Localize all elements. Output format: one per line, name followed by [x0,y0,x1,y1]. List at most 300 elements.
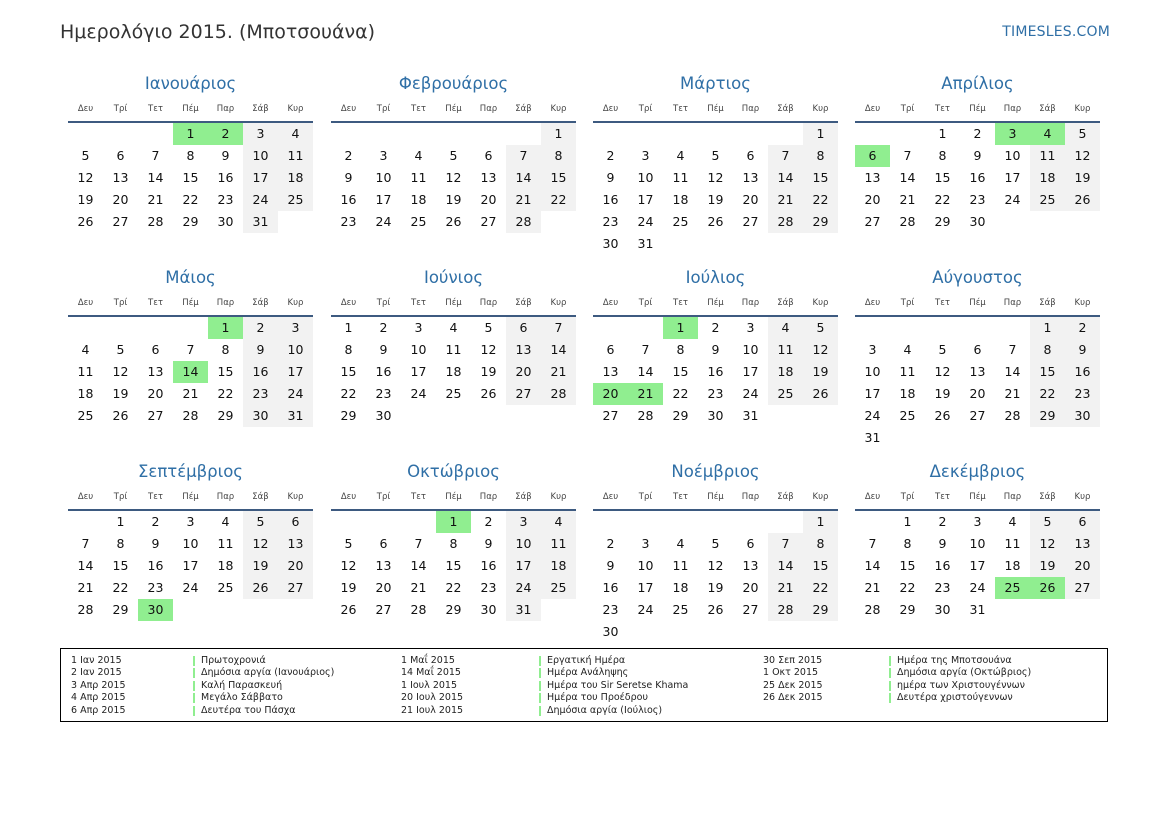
day-cell: 6 [151,342,160,357]
day-cell: 27 [864,214,881,229]
day-cell: 20 [506,361,541,383]
day-cell: 13 [864,170,881,185]
day-cell: 12 [445,170,462,185]
day-cell: 11 [445,342,462,357]
holiday-marker-icon [889,668,891,678]
day-cell: 27 [278,577,313,599]
header-rule [593,509,838,511]
day-cell: 7 [768,533,803,555]
day-cell: 20 [864,192,881,207]
day-cell: 13 [112,170,129,185]
day-cell: 8 [186,148,195,163]
day-cell: 12 [480,342,497,357]
day-cell: 30 [602,236,619,251]
day-cell: 19 [480,364,497,379]
holiday-marker-icon [539,693,541,703]
day-cell: 25 [445,386,462,401]
legend-row [401,667,731,679]
day-cell: 28 [182,408,199,423]
day-cell: 1 [344,320,353,335]
day-cell: 8 [803,145,838,167]
legend-column [763,655,1093,705]
legend-row [71,667,401,679]
weekday-label: Σάβ [252,492,269,502]
day-cell: 28 [506,211,541,233]
day-cell: 9 [606,170,615,185]
day-cell: 19 [803,361,838,383]
weekday-label: Τρί [113,298,128,308]
day-cell: 7 [868,536,877,551]
day-cell: 23 [340,214,357,229]
day-cell: 7 [641,342,650,357]
day-cell: 28 [77,602,94,617]
month-name: Φεβρουάριος [398,74,509,93]
weekday-label: Σάβ [515,298,532,308]
day-cell: 28 [864,602,881,617]
day-cell: 28 [147,214,164,229]
day-cell: 17 [375,192,392,207]
day-cell: 3 [506,511,541,533]
day-cell: 28 [768,599,803,621]
weekday-label: Δευ [340,492,357,502]
month-name: Νοέμβριος [671,462,760,481]
day-cell: 22 [217,386,234,401]
day-cell: 18 [899,386,916,401]
day-cell: 9 [938,536,947,551]
day-cell: 18 [768,361,803,383]
day-cell: 13 [602,364,619,379]
weekday-label: Παρ [1003,492,1022,502]
day-cell: 17 [506,555,541,577]
day-cell: 17 [742,364,759,379]
day-cell: 14 [768,167,803,189]
holiday-marker-icon [889,681,891,691]
day-cell: 13 [375,558,392,573]
day-cell: 9 [243,339,278,361]
day-cell: 21 [899,192,916,207]
day-cell: 24 [637,602,654,617]
day-cell: 22 [1030,383,1065,405]
day-cell: 20 [969,386,986,401]
day-cell: 23 [602,602,619,617]
day-cell: 12 [803,339,838,361]
day-cell: 15 [541,167,576,189]
day-cell: 30 [1065,405,1100,427]
day-cell: 16 [480,558,497,573]
holiday-marker-icon [193,706,195,716]
day-cell: 26 [707,214,724,229]
legend-row [71,705,401,717]
day-cell: 11 [1030,145,1065,167]
header-rule [331,121,576,123]
day-cell: 5 [1030,511,1065,533]
day-cell: 7 [186,342,195,357]
day-cell: 8 [541,145,576,167]
weekday-label: Πέμ [707,492,724,502]
day-cell: 31 [742,408,759,423]
day-cell: 14 [506,167,541,189]
weekday-label: Σάβ [777,298,794,308]
day-cell: 10 [864,364,881,379]
weekday-label: Δευ [864,298,881,308]
day-cell: 24 [182,580,199,595]
day-cell: 4 [541,511,576,533]
day-cell: 11 [217,536,234,551]
weekday-label: Κυρ [1074,104,1091,114]
day-cell: 5 [711,148,720,163]
day-cell: 30 [707,408,724,423]
holiday-day-cell: 1 [173,123,208,145]
day-cell: 10 [278,339,313,361]
weekday-label: Πέμ [707,298,724,308]
weekday-label: Κυρ [812,104,829,114]
day-cell: 19 [340,580,357,595]
day-cell: 29 [803,211,838,233]
weekday-label: Πέμ [969,104,986,114]
legend-holiday-name: Ημέρα της Μποτσουάνα [897,655,1012,666]
day-cell: 26 [340,602,357,617]
day-cell: 7 [1008,342,1017,357]
month-block [68,462,313,652]
day-cell: 27 [742,602,759,617]
legend-date: 6 Απρ 2015 [71,704,126,716]
legend-holiday-name: Δημόσια αργία (Ιούλιος) [547,704,663,716]
day-cell: 23 [602,214,619,229]
day-cell: 2 [151,514,160,529]
weekday-label: Παρ [1003,104,1022,114]
day-cell: 9 [973,148,982,163]
weekday-label: Παρ [741,492,760,502]
day-cell: 15 [934,170,951,185]
day-cell: 19 [707,192,724,207]
day-cell: 24 [864,408,881,423]
legend-row [71,655,401,667]
day-cell: 14 [899,170,916,185]
day-cell: 13 [147,364,164,379]
day-cell: 21 [864,580,881,595]
day-cell: 27 [602,408,619,423]
day-cell: 3 [278,317,313,339]
holiday-marker-icon [193,668,195,678]
day-cell: 20 [375,580,392,595]
legend-column [401,655,731,717]
holiday-day-cell: 30 [138,599,173,621]
day-cell: 22 [445,580,462,595]
day-cell: 3 [641,536,650,551]
day-cell: 22 [340,386,357,401]
day-cell: 4 [81,342,90,357]
legend-holiday-name: Εργατική Ημέρα [547,655,626,666]
day-cell: 5 [344,536,353,551]
weekday-label: Κυρ [287,104,304,114]
day-cell: 18 [1004,558,1021,573]
day-cell: 21 [147,192,164,207]
day-cell: 25 [1030,189,1065,211]
day-cell: 24 [637,214,654,229]
day-cell: 1 [1030,317,1065,339]
holiday-day-cell: 3 [995,123,1030,145]
weekday-label: Δευ [602,104,619,114]
day-cell: 5 [938,342,947,357]
weekday-label: Δευ [77,492,94,502]
month-block [593,462,838,652]
day-cell: 21 [506,189,541,211]
weekday-label: Πέμ [707,104,724,114]
weekday-label: Παρ [479,492,498,502]
day-cell: 9 [379,342,388,357]
day-cell: 14 [77,558,94,573]
day-cell: 17 [969,558,986,573]
day-cell: 19 [1030,555,1065,577]
day-cell: 18 [278,167,313,189]
legend-row [763,692,1093,704]
day-cell: 28 [541,383,576,405]
day-cell: 2 [938,514,947,529]
day-cell: 30 [243,405,278,427]
legend-holiday-name: Καλή Παρασκευή [201,679,283,691]
day-cell: 12 [707,170,724,185]
day-cell: 7 [903,148,912,163]
day-cell: 16 [243,361,278,383]
holiday-day-cell: 21 [628,383,663,405]
weekday-label: Πέμ [182,492,199,502]
day-cell: 21 [768,189,803,211]
day-cell: 21 [541,361,576,383]
day-cell: 14 [147,170,164,185]
weekday-label: Δευ [602,492,619,502]
day-cell: 3 [973,514,982,529]
day-cell: 16 [147,558,164,573]
weekday-label: Πέμ [445,492,462,502]
weekday-label: Κυρ [812,298,829,308]
day-cell: 31 [506,599,541,621]
day-cell: 7 [541,317,576,339]
weekday-label: Τρί [113,492,128,502]
month-block [593,74,838,264]
weekday-label: Τετ [673,104,688,114]
day-cell: 31 [278,405,313,427]
day-cell: 6 [1065,511,1100,533]
day-cell: 15 [112,558,129,573]
day-cell: 23 [243,383,278,405]
month-name: Ιούλιος [685,268,746,287]
day-cell: 22 [541,189,576,211]
day-cell: 10 [637,558,654,573]
day-cell: 7 [151,148,160,163]
day-cell: 23 [707,386,724,401]
weekday-label: Τετ [148,298,163,308]
weekday-label: Τετ [935,104,950,114]
weekday-label: Κυρ [550,298,567,308]
day-cell: 10 [1004,148,1021,163]
day-cell: 4 [676,536,685,551]
weekday-label: Κυρ [812,492,829,502]
day-cell: 24 [742,386,759,401]
day-cell: 27 [112,214,129,229]
holiday-day-cell: 6 [855,145,890,167]
day-cell: 22 [182,192,199,207]
legend-holiday-name: Δημόσια αργία (Ιανουάριος) [201,667,335,679]
day-cell: 8 [676,342,685,357]
day-cell: 20 [112,192,129,207]
day-cell: 28 [768,211,803,233]
day-cell: 14 [637,364,654,379]
weekday-label: Τετ [673,298,688,308]
day-cell: 22 [803,189,838,211]
day-cell: 2 [1065,317,1100,339]
month-block [68,74,313,264]
holiday-marker-icon [193,693,195,703]
day-cell: 7 [506,145,541,167]
day-cell: 4 [221,514,230,529]
month-block [331,462,576,652]
day-cell: 29 [934,214,951,229]
day-cell: 19 [112,386,129,401]
day-cell: 3 [414,320,423,335]
month-name: Απρίλιος [941,74,1014,93]
weekday-label: Τετ [411,492,426,502]
month-block [593,268,838,458]
day-cell: 3 [379,148,388,163]
day-cell: 25 [672,214,689,229]
day-cell: 14 [768,555,803,577]
month-block [855,462,1100,652]
day-cell: 8 [449,536,458,551]
day-cell: 27 [969,408,986,423]
header-rule [593,121,838,123]
weekday-label: Πέμ [969,492,986,502]
day-cell: 14 [1004,364,1021,379]
holiday-marker-icon [539,681,541,691]
day-cell: 9 [484,536,493,551]
day-cell: 31 [243,211,278,233]
day-cell: 5 [243,511,278,533]
day-cell: 11 [410,170,427,185]
day-cell: 17 [637,580,654,595]
day-cell: 15 [445,558,462,573]
day-cell: 2 [606,536,615,551]
holiday-marker-icon [193,681,195,691]
day-cell: 8 [116,536,125,551]
month-name: Μάιος [165,268,216,287]
day-cell: 19 [934,386,951,401]
weekday-label: Σάβ [1039,492,1056,502]
weekday-label: Δευ [864,104,881,114]
legend-date: 26 Δεκ 2015 [763,692,823,704]
day-cell: 18 [672,580,689,595]
day-cell: 1 [116,514,125,529]
day-cell: 23 [217,192,234,207]
site-link[interactable]: TIMESLES.COM [1002,24,1110,40]
month-block [68,268,313,458]
day-cell: 16 [217,170,234,185]
day-cell: 16 [375,364,392,379]
day-cell: 13 [506,339,541,361]
day-cell: 17 [410,364,427,379]
day-cell: 4 [1008,514,1017,529]
day-cell: 22 [112,580,129,595]
day-cell: 14 [410,558,427,573]
day-cell: 15 [672,364,689,379]
weekday-label: Τρί [900,298,915,308]
legend-row [401,655,731,667]
day-cell: 11 [672,558,689,573]
day-cell: 3 [641,148,650,163]
day-cell: 28 [1004,408,1021,423]
day-cell: 13 [969,364,986,379]
day-cell: 9 [151,536,160,551]
day-cell: 26 [112,408,129,423]
month-block [331,268,576,458]
day-cell: 6 [746,536,755,551]
holiday-marker-icon [539,668,541,678]
day-cell: 10 [506,533,541,555]
weekday-label: Κυρ [1074,492,1091,502]
day-cell: 27 [375,602,392,617]
weekday-label: Σάβ [252,298,269,308]
day-cell: 23 [969,192,986,207]
day-cell: 1 [803,123,838,145]
legend-date: 1 Μαΐ 2015 [401,655,455,666]
day-cell: 4 [676,148,685,163]
day-cell: 30 [969,214,986,229]
day-cell: 30 [480,602,497,617]
legend-date: 25 Δεκ 2015 [763,679,823,691]
holiday-marker-icon [889,656,891,666]
day-cell: 26 [445,214,462,229]
day-cell: 12 [707,558,724,573]
legend-date: 3 Απρ 2015 [71,679,126,691]
holiday-day-cell: 1 [208,317,243,339]
day-cell: 21 [77,580,94,595]
day-cell: 12 [112,364,129,379]
day-cell: 12 [1030,533,1065,555]
day-cell: 14 [541,339,576,361]
legend-row [401,680,731,692]
day-cell: 18 [672,192,689,207]
month-name: Ιανουάριος [144,74,237,93]
day-cell: 13 [742,558,759,573]
day-cell: 2 [606,148,615,163]
month-block [331,74,576,264]
weekday-label: Κυρ [550,492,567,502]
weekday-label: Τρί [376,298,391,308]
month-name: Ιούνιος [423,268,484,287]
holiday-day-cell: 1 [663,317,698,339]
day-cell: 2 [484,514,493,529]
day-cell: 8 [938,148,947,163]
day-cell: 22 [934,192,951,207]
day-cell: 26 [480,386,497,401]
day-cell: 10 [243,145,278,167]
day-cell: 5 [711,536,720,551]
legend-holiday-name: Ημέρα του Sir Seretse Khama [547,679,689,691]
day-cell: 24 [375,214,392,229]
day-cell: 19 [445,192,462,207]
day-cell: 30 [375,408,392,423]
day-cell: 5 [449,148,458,163]
day-cell: 24 [410,386,427,401]
page-title: Ημερολόγιο 2015. (Μποτσουάνα) [60,21,376,43]
day-cell: 5 [81,148,90,163]
day-cell: 19 [1065,167,1100,189]
day-cell: 25 [768,383,803,405]
day-cell: 24 [243,189,278,211]
weekday-label: Πέμ [182,104,199,114]
weekday-label: Σάβ [515,492,532,502]
day-cell: 9 [221,148,230,163]
day-cell: 16 [934,558,951,573]
